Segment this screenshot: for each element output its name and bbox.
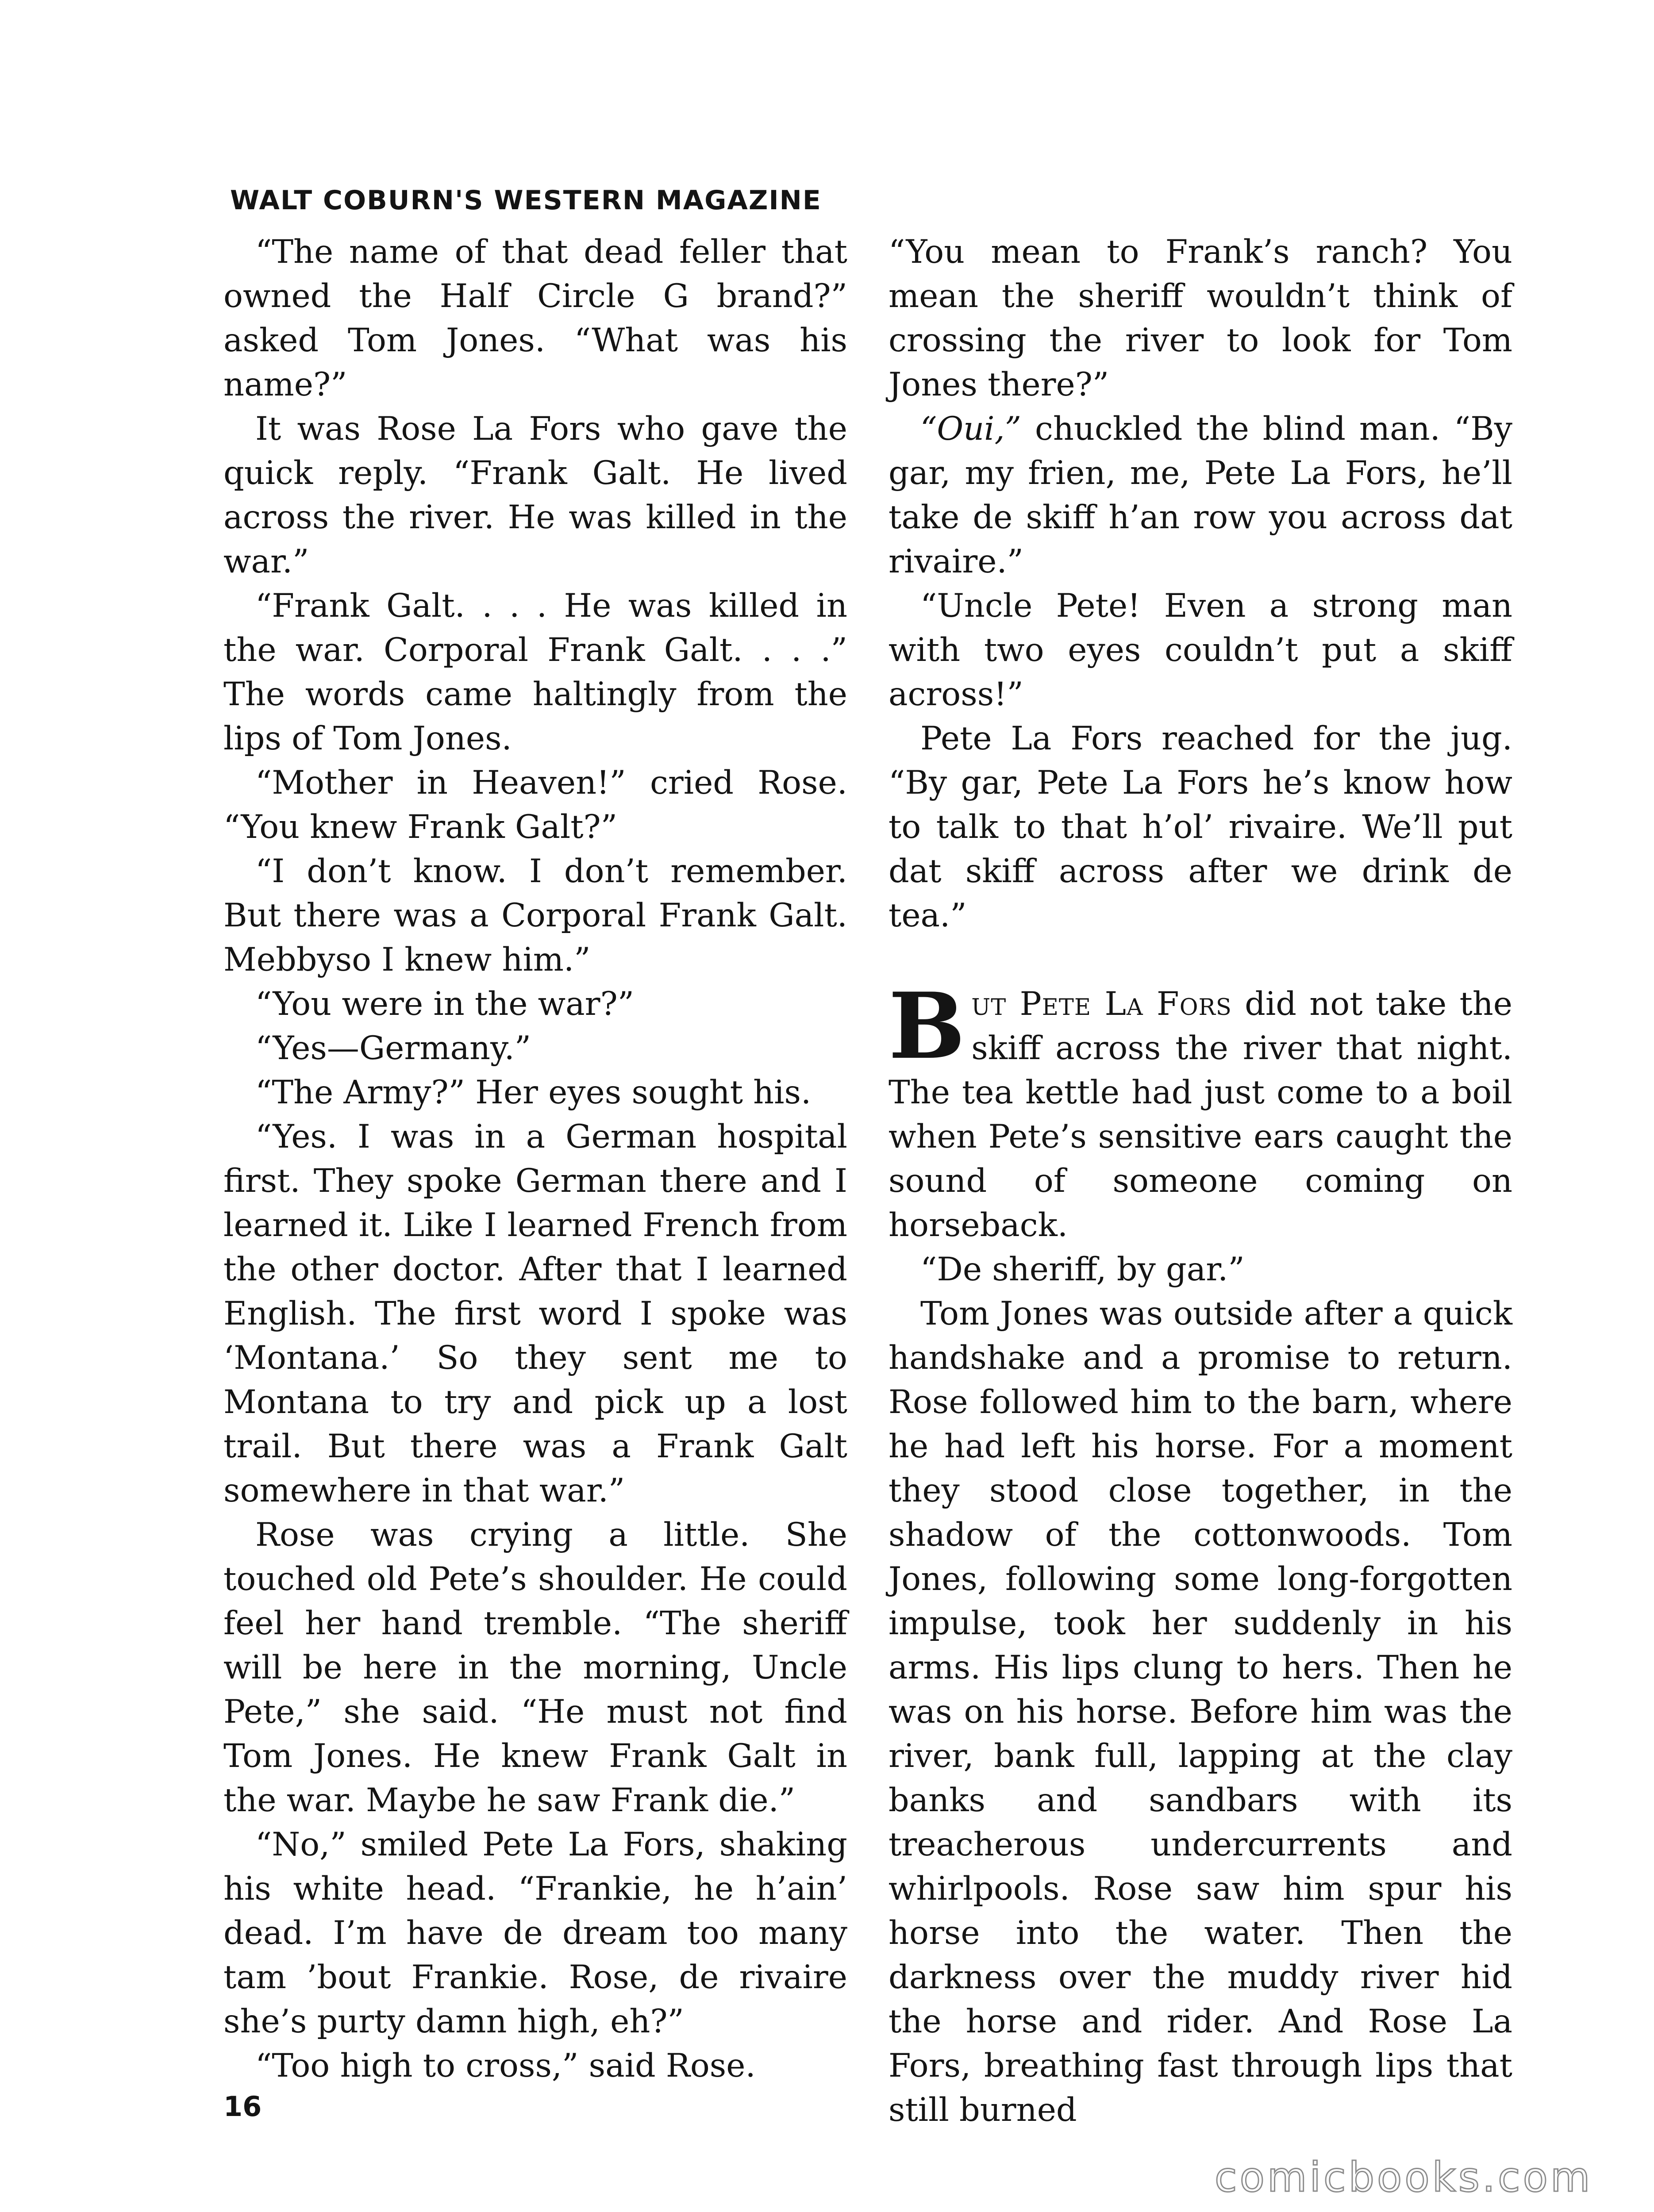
paragraph: “Mother in Heaven!” cried Rose. “You knew Frank Galt?” [223,764,847,846]
paragraph: Pete La Fors reached for the jug. “By gar, Pete La Fors he’s know how to talk to that h’ol’ rivaire. We’ll put dat skiff across after we drink de tea.” [889,720,1512,934]
right-column [889,230,1512,2132]
paragraph: “Uncle Pete! Even a strong man with two eyes couldn’t put a skiff across!” [889,587,1512,713]
oui-word: “Oui,” [920,410,1022,448]
paragraph: “No,” smiled Pete La Fors, shaking his white head. “Frankie, he h’ain’ dead. I’m have de dream too many tam ’bout Frankie. Rose, de rivaire she’s purty damn high, eh?” [223,1826,847,2040]
oui-rest: chuckled the blind man. “By gar, my frien, me, Pete La Fors, he’ll take de skiff h’an row you across dat rivaire.” [889,410,1512,580]
paragraph: “The name of that dead feller that owned the Half Circle G brand?” asked Tom Jones. “What was his name?” [223,233,847,403]
section-break [889,938,1512,982]
running-title: WALT COBURN'S WESTERN MAGAZINE [230,185,822,216]
paragraph: Tom Jones was outside after a quick handshake and a promise to return. Rose followed him to the barn, where he had left his horse. For a moment they stood close together, in the shadow of the cottonwoods. Tom Jones, following some long-forgotten impulse, took her suddenly in his arms. His lips clung to hers. Then he was on his horse. Before him was the river, bank full, lapping at the clay banks and sandbars with its treacherous undercurrents and whirlpools. Rose saw him spur his horse into the water. Then the darkness over the muddy river hid the horse and rider. And Rose La Fors, breathing fast through lips that still burned [889,1295,1512,2129]
page-number: 16 [223,2090,262,2123]
paragraph: “You were in the war?” [255,985,635,1023]
paragraph: “You mean to Frank’s ranch? You mean the sheriff wouldn’t think of crossing the river to look for Tom Jones there?” [889,233,1512,403]
paragraph: “I don’t know. I don’t remember. But there was a Corporal Frank Galt. Mebbyso I knew him.” [223,853,847,979]
paragraph: “Yes. I was in a German hospital first. They spoke German there and I learned it. Like I learned French from the other doctor. After that I learned English. The first word I spoke was ‘Montana.’ So they sent me to Montana to try and pick up a lost trail. But there was a Frank Galt somewhere in that war.” [223,1118,847,1509]
watermark: comicbooks.com [1215,2154,1593,2201]
dropcap-rest: did not take the skiff across the river that night. The tea kettle had just come to a boil when Pete’s sensitive ears caught the sound of someone coming on horseback. [889,985,1513,1244]
paragraph: “De sheriff, by gar.” [920,1251,1245,1288]
paragraph: “Yes—Germany.” [255,1029,531,1067]
small-caps-lead: ut Pete La Fors [971,985,1232,1023]
paragraph: Rose was crying a little. She touched old Pete’s shoulder. He could feel her hand tremble. “The sheriff will be here in the morning, Uncle Pete,” she said. “He must not find Tom Jones. He knew Frank Galt in the war. Maybe he saw Frank die.” [223,1516,847,1819]
paragraph [889,407,1512,584]
paragraph: “Too high to cross,” said Rose. [255,2047,756,2085]
dropcap-paragraph [889,973,1513,1248]
paragraph: “The Army?” Her eyes sought his. [255,1074,812,1111]
paragraph: “Frank Galt. . . . He was killed in the war. Corporal Frank Galt. . . .” The words came haltingly from the lips of Tom Jones. [223,587,847,757]
paragraph: It was Rose La Fors who gave the quick reply. “Frank Galt. He lived across the river. He was killed in the war.” [223,410,847,580]
left-column [223,230,847,2088]
drop-cap: B [889,973,965,1079]
